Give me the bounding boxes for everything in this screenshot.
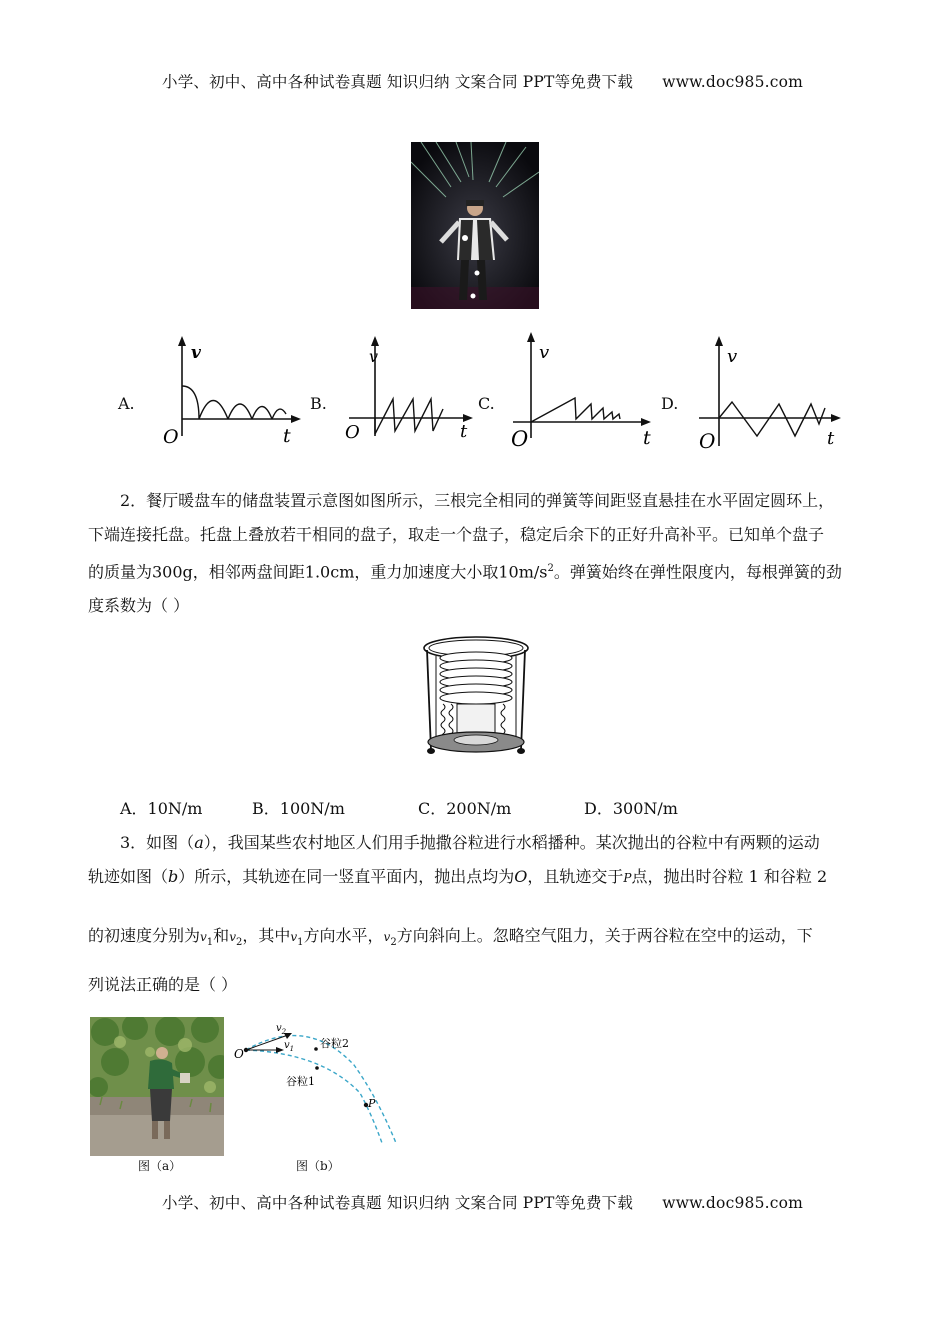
fig-b-grain1: 谷粒1 <box>286 1075 315 1088</box>
plate-warmer-figure <box>421 634 531 764</box>
fig-b-caption: 图（b） <box>296 1159 340 1173</box>
graph-b-t: t <box>460 421 468 442</box>
q2-line-1: 2．餐厅暖盘车的储盘装置示意图如图所示，三根完全相同的弹簧等间距竖直悬挂在水平固定圆环上， <box>120 491 835 510</box>
graph-a <box>155 334 305 452</box>
juggler-photo <box>411 142 539 309</box>
graph-c-o: O <box>511 427 529 451</box>
q2-line-2: 下端连接托盘。托盘上叠放若干相同的盘子，取走一个盘子，稳定后余下的正好升高补平。已知单个盘子 <box>88 525 825 544</box>
graph-c <box>507 328 657 452</box>
fig-b-v2: $v_2$ <box>276 1023 287 1036</box>
question-3-text <box>88 826 868 1002</box>
footer-url[interactable]: www.doc985.com <box>662 1194 804 1212</box>
trajectory-diagram <box>232 1015 402 1155</box>
page-header <box>162 70 803 92</box>
option-a-label: A. <box>118 394 135 413</box>
q3-line-3: 的初速度分别为$v_1$和$v_2$，其中$v_1$方向水平，$v_2$方向斜向上。忽略空气阻力，关于两谷粒在空中的运动，下 <box>88 926 813 949</box>
q3-line-1: 3．如图（a），我国某些农村地区人们用手抛撒谷粒进行水稻播种。某次抛出的谷粒中有两颗的运动 <box>120 833 820 852</box>
footer-text: 小学、初中、高中各种试卷真题 知识归纳 文案合同 PPT等免费下载 <box>162 1194 634 1212</box>
juggler-image <box>411 142 539 309</box>
fig-a-caption: 图（a） <box>138 1159 182 1173</box>
farmer-image <box>90 1017 224 1156</box>
graph-d-o: O <box>699 429 716 453</box>
farmer-photo <box>90 1017 224 1156</box>
graph-d <box>695 334 845 454</box>
header-text: 小学、初中、高中各种试卷真题 知识归纳 文案合同 PPT等免费下载 <box>162 73 634 91</box>
option-c-label: C. <box>478 394 495 413</box>
q2-line-3: 的质量为300g，相邻两盘间距1.0cm，重力加速度大小取$10m/s^2$。弹簧始终在弹性限度内，每根弹簧的劲 <box>88 562 842 582</box>
fig-b-O: O <box>234 1047 244 1061</box>
fig-b-v1: $v_1$ <box>284 1040 295 1053</box>
option-b-label: B. <box>310 394 327 413</box>
graph-b-v: v <box>369 347 379 366</box>
q2-option-a: A．10N/m <box>120 799 203 818</box>
q2-option-b: B．100N/m <box>252 799 345 818</box>
graph-d-t: t <box>827 428 835 449</box>
question-2-text <box>88 484 868 623</box>
graph-a-v: v <box>191 343 201 363</box>
trajectory-grain-1 <box>246 1050 382 1143</box>
graph-a-t: t <box>283 425 291 447</box>
page-footer <box>162 1191 803 1213</box>
graph-b <box>343 334 478 452</box>
fig-b-P: P <box>368 1097 376 1110</box>
q2-option-c: C．200N/m <box>418 799 512 818</box>
q3-line-4: 列说法正确的是（ ） <box>88 975 238 995</box>
header-url[interactable]: www.doc985.com <box>662 73 804 91</box>
graph-c-v: v <box>539 342 550 363</box>
q3-line-2: 轨迹如图（b）所示，其轨迹在同一竖直平面内，抛出点均为O，且轨迹交于P点，抛出时谷粒 1 和谷粒 2 <box>88 867 828 886</box>
graph-a-o: O <box>163 426 179 448</box>
option-d-label: D. <box>661 394 679 413</box>
graph-c-t: t <box>643 427 651 449</box>
q2-option-d: D．300N/m <box>584 799 678 818</box>
graph-b-o: O <box>345 422 360 443</box>
q2-line-4: 度系数为（ ） <box>88 596 190 616</box>
fig-b-grain2: 谷粒2 <box>320 1037 349 1050</box>
graph-d-v: v <box>727 346 738 367</box>
